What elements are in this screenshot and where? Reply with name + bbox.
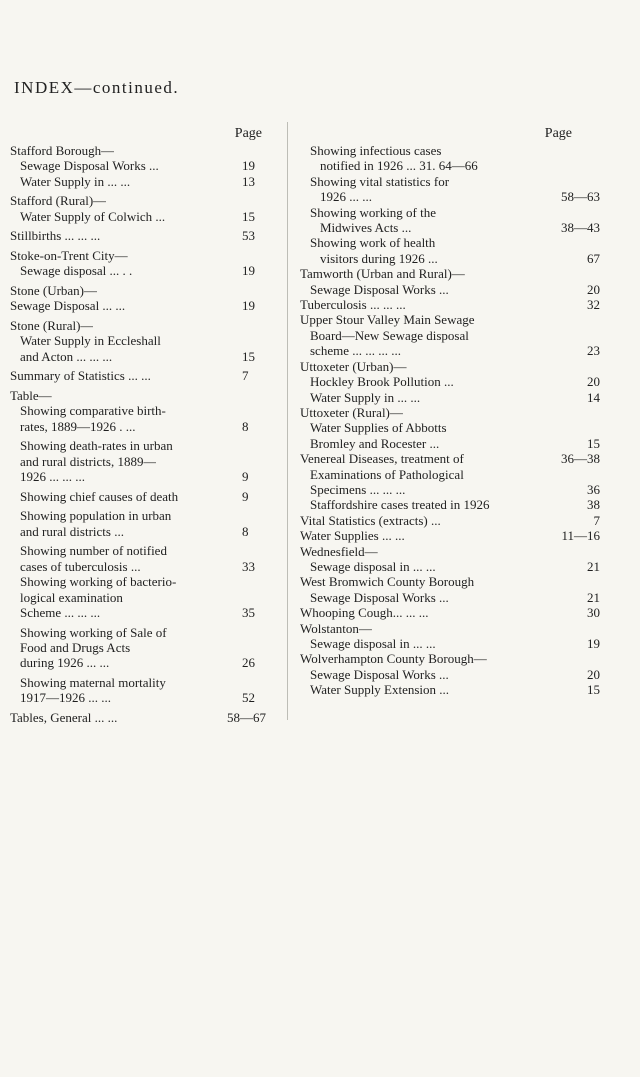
entry-text: 1917—1926 ... ... [20,690,111,706]
page-number: 20 [587,666,600,682]
index-line [10,193,266,208]
page-number: 36—38 [561,451,600,467]
index-line [10,438,266,453]
index-line [10,574,266,589]
page-number: 67 [587,250,600,266]
entry-text: Showing work of health [310,235,436,251]
entry-text: Sewage disposal ... . . [20,263,133,279]
index-line [10,690,266,705]
page-number: 35 [242,605,255,621]
index-line [10,143,266,158]
entry-text: Showing infectious cases [310,143,442,158]
index-line [300,174,600,189]
index-entry [10,489,266,504]
index-column-left [10,125,266,725]
index-entry [300,359,600,405]
index-line [300,328,600,343]
index-line [300,559,600,574]
index-line [300,220,600,235]
index-heading: INDEX—continued. [14,78,180,97]
entry-text: Water Supply in Eccleshall [20,333,161,349]
page-number: 11—16 [561,528,600,544]
page-number: 19 [242,298,255,314]
index-entry [300,297,600,312]
page-number: 15 [242,208,255,224]
entry-text: Sewage disposal in ... ... [310,636,436,651]
entry-text: Showing death-rates in urban [20,438,173,454]
index-line [300,189,600,204]
page-column-label: Page [234,126,262,141]
page-number: 58—67 [227,710,266,726]
index-entry [10,710,266,725]
entry-text: West Bromwich County Borough [300,574,475,590]
index-line [10,248,266,263]
page-number: 14 [587,389,600,405]
index-entry [300,266,600,297]
index-entry [300,467,600,498]
index-entry [300,513,600,528]
index-line [10,489,266,504]
page-number: 13 [242,173,255,189]
index-line [10,318,266,333]
index-entry [300,621,600,652]
entry-text: Water Supply in ... ... [20,173,131,189]
entry-text: Showing working of Sale of [20,624,167,640]
index-line [300,682,600,697]
index-entry [300,651,600,697]
entry-text: Sewage disposal in ... ... [310,558,436,574]
entry-text: Wolstanton— [300,620,372,636]
entry-text: scheme ... ... ... ... [310,343,401,359]
index-line [300,636,600,651]
entry-text: and rural districts, 1889— [20,453,157,469]
page-number: 19 [242,263,255,279]
entry-text: Bromley and Rocester ... [310,435,440,451]
index-line [300,251,600,266]
right-entries [300,143,600,698]
index-line [10,174,266,189]
index-line [300,205,600,220]
index-line [300,528,600,543]
page-number: 8 [242,523,249,539]
index-line [10,675,266,690]
entry-text: Showing population in urban [20,508,172,524]
index-line [10,454,266,469]
page-number: 30 [587,605,600,621]
index-column-right [300,125,600,698]
page-number: 38—43 [561,220,600,236]
column-divider [287,122,288,720]
page-column-label: Page [544,126,572,141]
entry-text: Board—New Sewage disposal [310,327,469,343]
entry-text: Specimens ... ... ... [310,481,406,497]
index-entry [300,205,600,236]
page-number: 15 [587,435,600,451]
page-number: 21 [587,589,600,605]
index-line [10,349,266,364]
index-entry [10,625,266,671]
entry-text: and Acton ... ... ... [20,348,113,364]
index-entry [300,312,600,358]
entry-text: Food and Drugs Acts [20,640,131,656]
entry-text: Uttoxeter (Urban)— [300,358,407,374]
entry-text: Showing vital statistics for [310,173,450,189]
page-number: 7 [242,368,249,384]
index-line [10,333,266,348]
index-line [300,497,600,512]
index-line [300,359,600,374]
page-number: 26 [242,655,255,671]
index-line [10,263,266,278]
index-line [300,282,600,297]
entry-text: Summary of Statistics ... ... [10,368,151,384]
entry-text: Water Supplies ... ... [300,528,405,544]
index-entry [10,368,266,383]
entry-text: Wednesfield— [300,543,378,559]
entry-text: Water Supply Extension ... [310,682,450,698]
index-line [300,420,600,435]
entry-text: Whooping Cough... ... ... [300,605,429,621]
entry-text: Venereal Diseases, treatment of [300,451,464,467]
entry-text: Water Supply of Colwich ... [20,208,166,224]
entry-text: logical examination [20,589,123,605]
index-entry [10,543,266,574]
entry-text: notified in 1926 ... 31. 64—66 [320,158,478,174]
index-entry [10,228,266,243]
entry-text: Hockley Brook Pollution ... [310,374,454,390]
index-line [10,710,266,725]
entry-text: Showing comparative birth- [20,403,166,419]
entry-text: Wolverhampton County Borough— [300,651,487,667]
index-entry [10,438,266,484]
page-number: 20 [587,281,600,297]
index-line [10,469,266,484]
index-entry [300,544,600,575]
entry-text: cases of tuberculosis ... [20,558,141,574]
index-entry [10,388,266,434]
entry-text: Sewage Disposal Works ... [20,158,159,174]
index-line [300,544,600,559]
entry-text: Sewage Disposal Works ... [310,666,449,682]
entry-text: Sewage Disposal Works ... [310,281,449,297]
index-line [10,158,266,173]
index-line [10,209,266,224]
index-line [300,405,600,420]
page-number: 21 [587,558,600,574]
entry-text: Midwives Acts ... [320,220,412,236]
entry-text: Table— [10,388,52,403]
index-line [300,451,600,466]
page-number: 8 [242,418,249,434]
index-line [10,508,266,523]
index-entry [300,235,600,266]
index-line [300,590,600,605]
index-line [300,651,600,666]
index-line [10,590,266,605]
index-entry [10,248,266,279]
index-line [10,640,266,655]
index-entry [10,508,266,539]
index-line [10,559,266,574]
index-entry [10,143,266,189]
left-entries [10,143,266,725]
index-line [300,605,600,620]
page-number: 9 [242,469,249,485]
entry-text: visitors during 1926 ... [320,250,438,266]
page-number: 19 [587,636,600,651]
entry-text: Scheme ... ... ... [20,605,101,621]
index-entry [300,605,600,620]
entry-text: Staffordshire cases treated in 1926 [310,497,490,513]
index-entry [10,193,266,224]
entry-text: Sewage Disposal ... ... [10,298,126,314]
index-line [10,419,266,434]
entry-text: and rural districts ... [20,523,124,539]
entry-text: during 1926 ... ... [20,655,110,671]
index-line [10,283,266,298]
index-line [300,143,600,158]
index-line [300,266,600,281]
index-line [10,298,266,313]
index-line [10,368,266,383]
index-line [300,374,600,389]
page-number: 19 [242,158,255,174]
entry-text: Showing number of notified [20,543,167,559]
index-line [300,297,600,312]
page-number: 7 [593,512,600,528]
index-entry [300,451,600,466]
entry-text: Water Supply in ... ... [310,389,421,405]
index-line [300,312,600,327]
index-entry [300,174,600,205]
index-line [300,235,600,250]
index-entry [300,405,600,451]
index-entry [10,318,266,364]
entry-text: rates, 1889—1926 . ... [20,418,136,434]
index-entry [300,497,600,512]
entry-text: Sewage Disposal Works ... [310,589,449,605]
index-line [300,482,600,497]
page-number: 36 [587,481,600,497]
entry-text: Examinations of Pathological [310,466,464,482]
entry-text: 1926 ... ... [320,189,372,205]
entry-text: Showing maternal mortality [20,675,166,691]
entry-text: Uttoxeter (Rural)— [300,404,403,420]
index-line [10,403,266,418]
page-number: 9 [242,488,249,504]
page-number: 58—63 [561,189,600,205]
index-line [300,513,600,528]
index-line [300,343,600,358]
index-line [10,388,266,403]
page-number: 15 [242,348,255,364]
index-entry [10,283,266,314]
index-line [10,228,266,243]
entry-text: Tuberculosis ... ... ... [300,297,406,313]
index-line [10,524,266,539]
page-number: 23 [587,343,600,359]
entry-text: Water Supplies of Abbotts [310,420,447,436]
index-line [10,625,266,640]
index-entry [10,675,266,706]
page-number: 15 [587,682,600,698]
index-entry [10,574,266,620]
entry-text: Showing working of the [310,204,437,220]
page-number: 20 [587,374,600,390]
entry-text: Showing working of bacterio- [20,574,177,590]
index-line [300,390,600,405]
index-line [300,158,600,173]
index-line [300,621,600,636]
page-number: 53 [242,228,255,244]
index-entry [300,143,600,174]
index-line [300,436,600,451]
entry-text: Stone (Urban)— [10,283,98,298]
entry-text: Tamworth (Urban and Rural)— [300,266,465,282]
entry-text: Vital Statistics (extracts) ... [300,512,441,528]
page-number: 38 [587,497,600,513]
entry-text: Stone (Rural)— [10,318,94,333]
entry-text: Upper Stour Valley Main Sewage [300,312,475,328]
index-line [10,605,266,620]
index-entry [300,574,600,605]
entry-text: Stafford (Rural)— [10,193,107,209]
index-line [10,543,266,558]
page-number: 33 [242,558,255,574]
entry-text: Stafford Borough— [10,143,115,158]
entry-text: Showing chief causes of death [20,488,179,504]
index-entry [300,528,600,543]
page-number: 52 [242,690,255,706]
entry-text: Stoke-on-Trent City— [10,248,128,263]
entry-text: Stillbirths ... ... ... [10,228,101,244]
index-line [10,655,266,670]
entry-text: 1926 ... ... ... [20,469,85,485]
index-line [300,467,600,482]
page-number: 32 [587,297,600,313]
index-line [300,574,600,589]
index-line [300,667,600,682]
entry-text: Tables, General ... ... [10,710,118,726]
